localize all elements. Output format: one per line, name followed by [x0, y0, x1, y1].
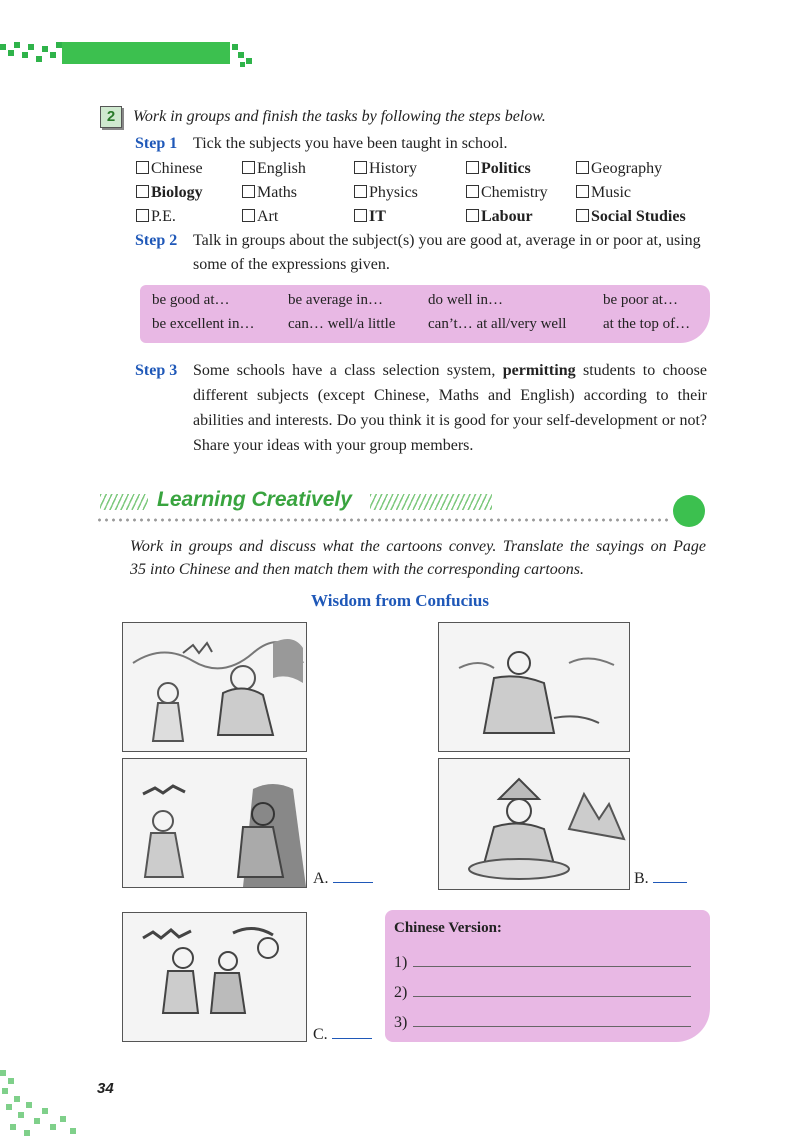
expression-item: be excellent in…	[152, 316, 255, 332]
step1-label: Step 1	[135, 135, 178, 152]
cartoon-c-panel	[122, 912, 307, 1042]
answer-b-blank[interactable]	[653, 868, 687, 883]
cartoons-heading: Wisdom from Confucius	[311, 591, 489, 610]
section-instruction-line2: 35 into Chinese and then match them with the corresponding cartoons.	[130, 561, 585, 578]
checkbox-politics[interactable]: Politics	[466, 160, 531, 178]
cartoon-drawing	[123, 759, 306, 887]
checkbox-labour[interactable]: Labour	[466, 208, 533, 226]
expression-item: at the top of…	[603, 316, 691, 332]
expression-item: do well in…	[428, 292, 503, 308]
answer-b: B.	[634, 868, 687, 888]
cartoon-b-panel-2	[438, 758, 630, 890]
checkbox-geography[interactable]: Geography	[576, 160, 662, 178]
answer-a: A.	[313, 868, 373, 888]
checkbox-chinese[interactable]: Chinese	[136, 160, 203, 178]
checkbox-maths[interactable]: Maths	[242, 184, 297, 202]
cartoon-b-panel-1	[438, 622, 630, 752]
step2-text-line1: Talk in groups about the subject(s) you are good at, average in or poor at, using	[193, 232, 701, 249]
section-dotted-rule	[96, 518, 668, 522]
task-number-badge: 2	[100, 106, 122, 128]
chinese-version-line-1[interactable]: 1)	[394, 954, 691, 972]
page-number: 34	[97, 1080, 114, 1097]
expression-item: be average in…	[288, 292, 383, 308]
cartoon-drawing	[123, 913, 306, 1041]
checkbox-chemistry[interactable]: Chemistry	[466, 184, 548, 202]
expression-item: be good at…	[152, 292, 230, 308]
cartoon-drawing	[439, 623, 629, 751]
checkbox-art[interactable]: Art	[242, 208, 278, 226]
answer-c-blank[interactable]	[332, 1024, 372, 1039]
checkbox-history[interactable]: History	[354, 160, 417, 178]
cartoon-drawing	[439, 759, 629, 889]
section-instruction-line1: Work in groups and discuss what the cartoons convey. Translate the sayings on Page	[130, 538, 706, 555]
checkbox-english[interactable]: English	[242, 160, 306, 178]
expression-item: can… well/a little	[288, 316, 396, 332]
cartoon-a-panel-2	[122, 758, 307, 888]
answer-a-blank[interactable]	[333, 868, 373, 883]
expression-item: can’t… at all/very well	[428, 316, 567, 332]
checkbox-biology[interactable]: Biology	[136, 184, 203, 202]
step3-line4: Share your ideas with your group members.	[193, 437, 474, 454]
step3-label: Step 3	[135, 362, 178, 379]
header-green-bar	[62, 42, 230, 64]
step2-label: Step 2	[135, 232, 178, 249]
step3-line3: abilities and interests. Do you think it is good for your self-development or not?	[193, 412, 707, 429]
section-hatch-left	[100, 494, 148, 510]
cartoon-drawing	[123, 623, 306, 751]
task-instruction: Work in groups and finish the tasks by following the steps below.	[133, 108, 546, 125]
cartoon-a-panel-1	[122, 622, 307, 752]
section-green-dot	[673, 495, 705, 527]
checkbox-music[interactable]: Music	[576, 184, 631, 202]
checkbox-physics[interactable]: Physics	[354, 184, 418, 202]
chinese-version-line-3[interactable]: 3)	[394, 1014, 691, 1032]
section-hatch-right	[370, 494, 492, 510]
checkbox-it[interactable]: IT	[354, 208, 386, 226]
step3-line2: different subjects (except Chinese, Maths and English) according to their	[193, 387, 707, 404]
expression-item: be poor at…	[603, 292, 678, 308]
chinese-version-title: Chinese Version:	[394, 920, 502, 936]
answer-c: C.	[313, 1024, 372, 1044]
checkbox-pe[interactable]: P.E.	[136, 208, 176, 226]
step2-text-line2: some of the expressions given.	[193, 256, 390, 273]
section-title: Learning Creatively	[157, 488, 352, 511]
step3-line1: Some schools have a class selection system, permitting students to choose	[193, 362, 708, 379]
chinese-version-line-2[interactable]: 2)	[394, 984, 691, 1002]
checkbox-social-studies[interactable]: Social Studies	[576, 208, 686, 226]
step1-text: Tick the subjects you have been taught in school.	[193, 135, 508, 152]
